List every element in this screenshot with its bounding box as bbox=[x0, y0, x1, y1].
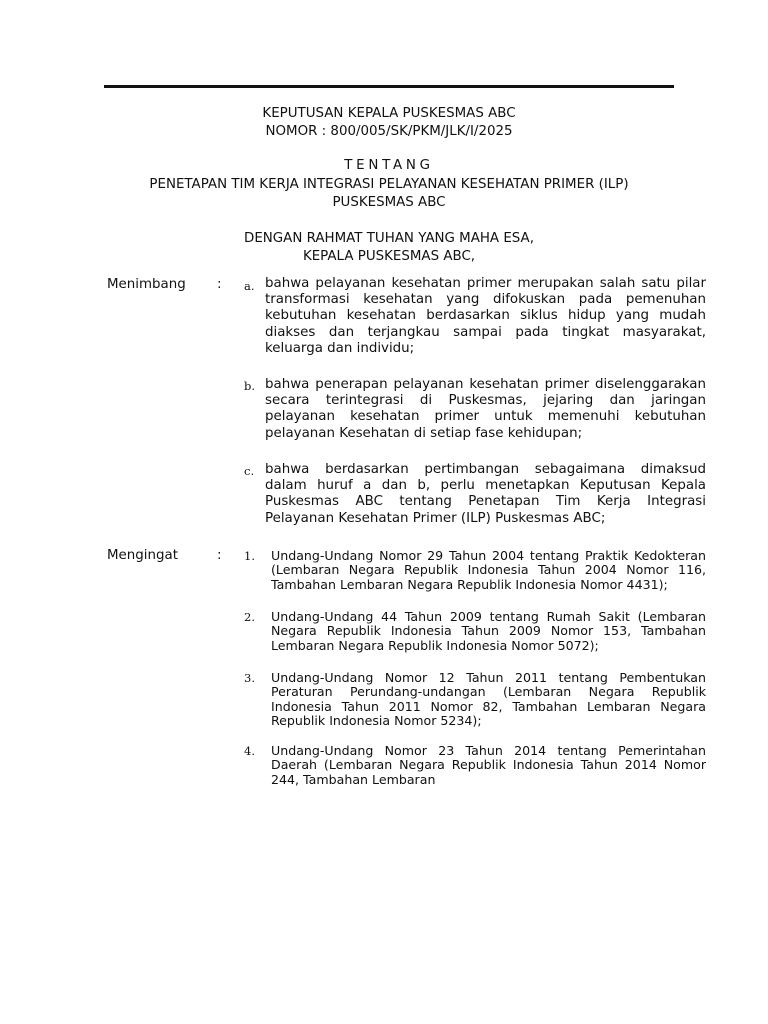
mengingat-label: Mengingat bbox=[107, 548, 178, 563]
mengingat-item-2: Undang-Undang 44 Tahun 2009 tentang Rumah Sakit (Lembaran Negara Republik Indonesia Tahun 2009 Nomor 153, Tambahan Lembaran Negara Republik Indonesia Nomor 5072); bbox=[271, 609, 706, 653]
header-rule bbox=[104, 85, 674, 88]
mengingat-item-4: Undang-Undang Nomor 23 Tahun 2014 tentang Pemerintahan Daerah (Lembaran Negara Republik Indonesia Tahun 2014 Nomor 244, Tambahan Lembaran bbox=[271, 743, 706, 787]
menimbang-marker-c: c. bbox=[244, 464, 255, 478]
mengingat-marker-1: 1. bbox=[244, 549, 255, 563]
decree-title: KEPUTUSAN KEPALA PUSKESMAS ABC bbox=[262, 106, 516, 121]
mengingat-item-3: Undang-Undang Nomor 12 Tahun 2011 tentang Pembentukan Peraturan Perundang-undangan (Lembaran Negara Republik Indonesia Tahun 2011 Nomor 82, Tambahan Lembaran Negara Republik Indonesia Nomor 5234); bbox=[271, 670, 706, 728]
mengingat-marker-4: 4. bbox=[244, 744, 255, 758]
mengingat-item-1: Undang-Undang Nomor 29 Tahun 2004 tentang Praktik Kedokteran (Lembaran Negara Republik Indonesia Tahun 2004 Nomor 116, Tambahan Lembaran Negara Republik Indonesia Nomor 4431); bbox=[271, 548, 706, 592]
menimbang-colon: : bbox=[217, 277, 222, 292]
menimbang-marker-b: b. bbox=[244, 379, 256, 393]
menimbang-item-b: bahwa penerapan pelayanan kesehatan primer diselenggarakan secara terintegrasi di Puskesmas, jejaring dan jaringan pelayanan kesehatan primer untuk memenuhi kebutuhan pelayanan Kesehatan di setiap fase kehidupan; bbox=[265, 377, 706, 441]
tentang-heading: TENTANG bbox=[344, 158, 434, 173]
rahmat-line-1: DENGAN RAHMAT TUHAN YANG MAHA ESA, bbox=[244, 231, 534, 246]
menimbang-marker-a: a. bbox=[244, 279, 255, 293]
menimbang-item-c: bahwa berdasarkan pertimbangan sebagaimana dimaksud dalam huruf a dan b, perlu menetapkan Keputusan Kepala Puskesmas ABC tentang Penetapan Tim Kerja Integrasi Pelayanan Kesehatan Primer (ILP) Puskesmas ABC; bbox=[265, 462, 706, 526]
mengingat-marker-2: 2. bbox=[244, 610, 255, 624]
subject-line-1: PENETAPAN TIM KERJA INTEGRASI PELAYANAN KESEHATAN PRIMER (ILP) bbox=[149, 177, 629, 192]
menimbang-item-a: bahwa pelayanan kesehatan primer merupakan salah satu pilar transformasi kesehatan yang difokuskan pada pemenuhan kebutuhan kesehatan berdasarkan siklus hidup yang mudah diakses dan terjangkau sampai pada tingkat masyarakat, keluarga dan individu; bbox=[265, 276, 706, 356]
menimbang-label: Menimbang bbox=[107, 277, 186, 292]
subject-line-2: PUSKESMAS ABC bbox=[332, 195, 446, 210]
mengingat-colon: : bbox=[217, 548, 222, 563]
decree-number: NOMOR : 800/005/SK/PKM/JLK/I/2025 bbox=[265, 124, 513, 139]
rahmat-line-2: KEPALA PUSKESMAS ABC, bbox=[302, 249, 476, 264]
mengingat-marker-3: 3. bbox=[244, 671, 255, 685]
